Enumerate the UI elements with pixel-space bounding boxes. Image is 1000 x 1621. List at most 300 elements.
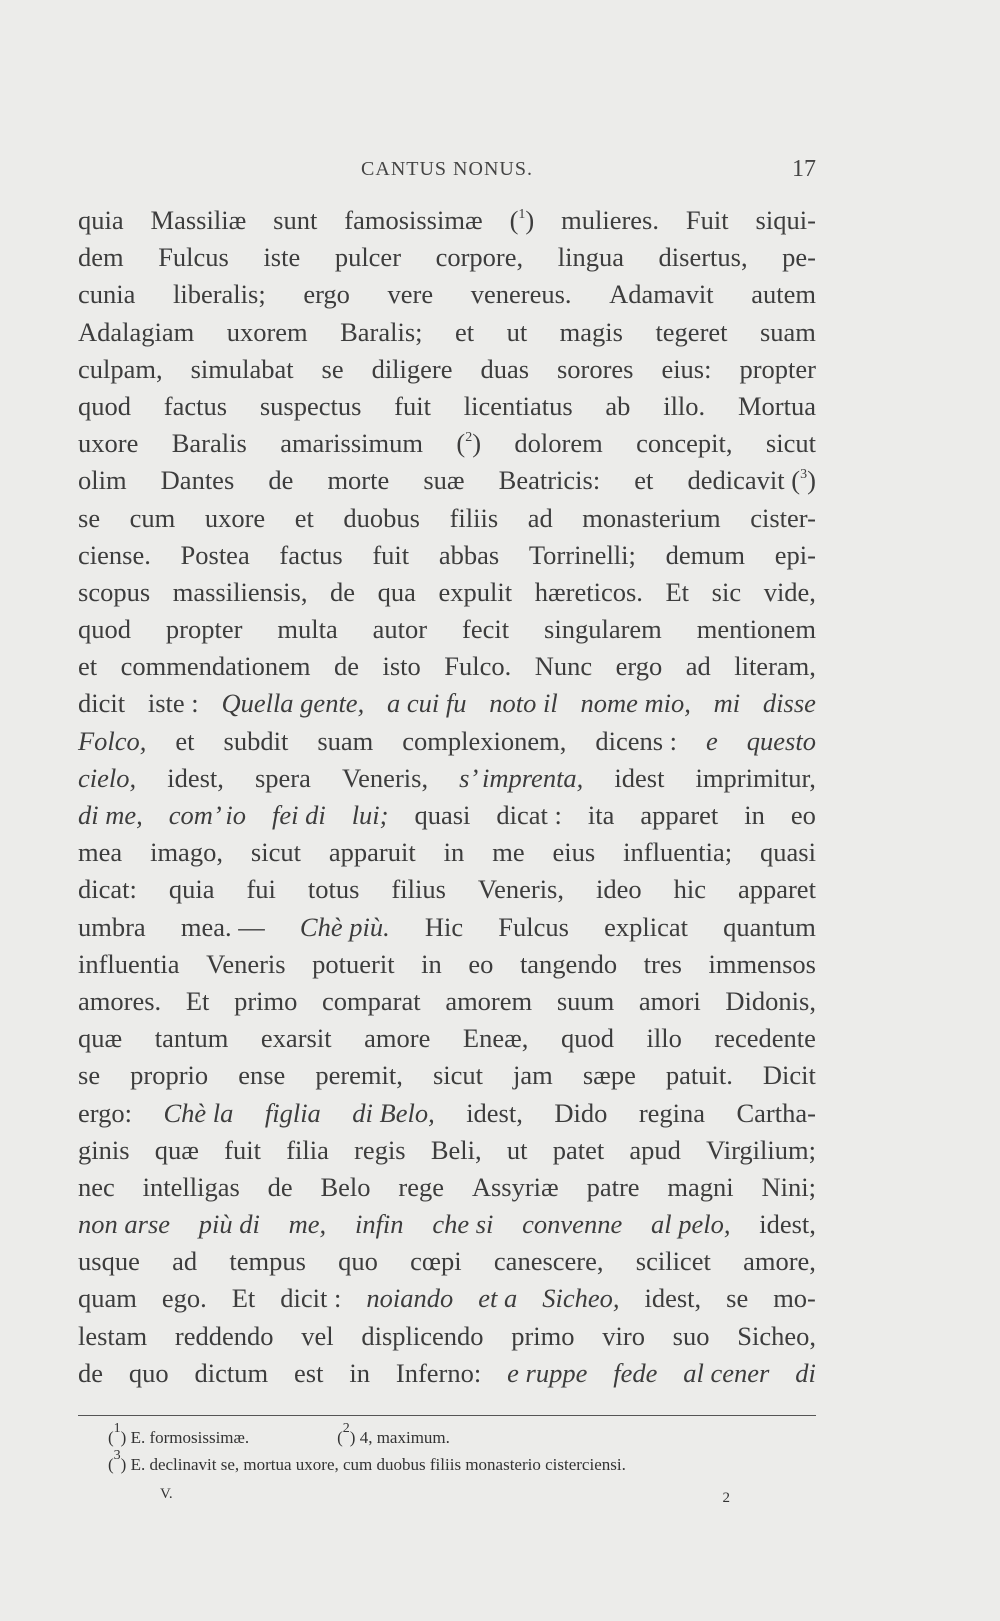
word: suam [317,725,374,756]
word: lestam [78,1320,148,1351]
word: expulit [438,576,513,607]
word: fei di [271,800,326,830]
word: Beli, [430,1134,482,1165]
word: ad [527,502,553,533]
word: tegeret [655,316,728,347]
word: Eneæ, [462,1023,529,1054]
text-line [78,685,816,722]
word: idest, [759,1209,816,1240]
word: Belo [320,1171,371,1202]
footnote-2: ($^2$) 4, maximum. [337,1421,450,1447]
word: usque [78,1246,140,1277]
word: Fulcus [158,242,229,273]
word: sæpe [582,1060,636,1091]
word: filiis [449,502,499,533]
word: exarsit [260,1023,332,1054]
word: Nini; [761,1171,816,1202]
word: fecit [462,614,510,645]
running-header [78,156,816,186]
text-line [78,1057,816,1094]
word: suæ [423,465,465,496]
volume-mark: V. [160,1486,173,1502]
word: ut [506,1134,528,1165]
word: de [268,465,294,496]
word: amarissimum [280,428,423,459]
word: di me, [78,800,143,830]
word: Veneris, [477,874,564,905]
word: Chè la [163,1097,234,1128]
word: spera [254,762,311,793]
word: uxorem [226,316,308,347]
footnote-rule [78,1415,816,1416]
word: corpore, [435,242,524,273]
text-line [78,797,816,834]
word: apparuit [328,837,416,868]
word: ($^2$) [456,428,482,459]
body-text [78,202,816,1392]
word: filia [286,1134,329,1165]
text-line [78,1355,816,1392]
word: se [78,502,101,533]
word: ($^1$) [509,205,535,235]
word: siqui- [755,205,816,235]
word: Sicheo, [737,1320,816,1351]
word: uxore [78,428,139,459]
word: quo [128,1357,169,1388]
word: amori [638,985,701,1016]
word: ergo [615,651,663,682]
word: dem [78,242,124,273]
word: duas [480,353,530,384]
word: dictum [194,1357,269,1388]
word: regina [638,1097,706,1128]
word: ense [238,1060,286,1091]
word: vere [387,279,434,310]
word: imago, [150,837,223,868]
word: Baralis [171,428,247,459]
word: potuerit [312,948,395,979]
word: epi- [774,539,816,570]
word: autem [751,279,816,310]
word: nome mio, [580,688,691,719]
word: nec [78,1171,115,1202]
word: illo [646,1023,682,1054]
word: licentiatus [463,390,573,421]
word: più di [198,1209,260,1240]
word: ut [506,316,528,347]
word: e [706,725,718,756]
word: monasterium [582,502,721,533]
word: Mortua [737,390,816,421]
word: viro [602,1320,645,1351]
word: suspectus [259,390,362,421]
word: ideo [595,874,642,905]
word: quasi [760,837,816,868]
word: vel [301,1320,334,1351]
word: idest, [167,762,224,793]
footnote-1: ($^1$) E. formosissimæ. [108,1421,250,1447]
word: propter [165,614,243,645]
word: sic [711,576,742,607]
word: iste : [147,688,199,719]
word: lingua [557,242,624,273]
text-line [78,1243,816,1280]
word: eo [790,800,816,830]
word: in [744,800,765,830]
word: mea [78,837,123,868]
word: suo [672,1320,710,1351]
text-line [78,871,816,908]
text-line [78,1169,816,1206]
word: Didonis, [725,985,816,1016]
text-line [78,239,816,276]
word: non arse [78,1209,171,1240]
sheet-number: 2 [722,1490,730,1506]
word: patuit. [665,1060,733,1091]
footnote-3: ($^3$) E. declinavit se, mortua uxore, cum duobus filiis monasterio cisterciensi. [108,1448,626,1474]
word: diligere [371,353,453,384]
word: in [443,837,465,868]
word: et [294,502,314,533]
word: apparet [640,800,719,830]
word: Quella gente, [221,688,365,719]
word: fui [246,874,276,905]
word: subdit [223,725,289,756]
text-line [78,946,816,983]
word: apud [629,1134,681,1165]
word: qua [377,576,416,607]
word: quia [168,874,215,905]
word: et [175,725,195,756]
word: quasi [414,800,471,830]
word: jam [513,1060,553,1091]
word: factus [279,539,343,570]
text-line [78,1095,816,1132]
word: recedente [714,1023,816,1054]
word: mentionem [696,614,816,645]
word: proprio [130,1060,209,1091]
text-line [78,723,816,760]
word: demum [665,539,746,570]
word: multa [277,614,338,645]
word: ita [587,800,615,830]
text-line [78,574,816,611]
word: Torrinelli; [528,539,636,570]
text-line [78,1280,816,1317]
word: noto il [489,688,558,719]
word: famosissimæ [344,205,483,235]
word: regis [354,1134,406,1165]
word: vide, [763,576,816,607]
word: duobus [343,502,420,533]
word: figlia [264,1097,321,1128]
word: Adalagiam [78,316,195,347]
word: amores. [78,985,162,1016]
word: complexionem, [402,725,567,756]
word: lui; [351,800,389,830]
word: dicat : [496,800,562,830]
word: uxore [204,502,266,533]
word: quod [78,614,131,645]
word: ad [172,1246,198,1277]
word: suum [556,985,615,1016]
word: dolorem [514,428,603,459]
word: venereus. [470,279,572,310]
footnote-row [108,1448,818,1478]
word: convenne [522,1209,623,1240]
word: Virgilium; [706,1134,816,1165]
word: com’ io [168,800,247,830]
word: canescere, [493,1246,604,1277]
word: quo [338,1246,378,1277]
word: illo. [663,390,706,421]
word: de [267,1171,293,1202]
text-line [78,1318,816,1355]
word: tres [643,948,682,979]
word: olim [78,465,127,496]
word: dicit : [280,1283,342,1314]
word: quantum [723,911,816,942]
running-title: CANTUS NONUS. [361,158,533,180]
word: filius [391,874,446,905]
word: de [330,576,356,607]
word: Folco, [78,725,147,756]
word: Dantes [160,465,235,496]
word: ad [685,651,711,682]
word: peremit, [315,1060,403,1091]
word: influentia [78,948,180,979]
word: Assyriæ [471,1171,559,1202]
word: apparet [737,874,816,905]
word: Adamavit [609,279,714,310]
word: noiando [366,1283,454,1314]
word: s’ imprenta, [459,762,584,793]
text-line [78,276,816,313]
word: totus [307,874,360,905]
word: amorem [445,985,533,1016]
word: isto [382,651,421,682]
word: disertus, [658,242,748,273]
word: mea. — [180,911,265,942]
word: et a [478,1283,518,1314]
word: al pelo, [650,1209,731,1240]
text-line [78,462,816,499]
text-line [78,425,816,462]
word: ab [605,390,631,421]
word: cister- [750,502,816,533]
text-line [78,983,816,1020]
word: sicut [765,428,816,459]
word: cielo, [78,762,137,793]
word: est [294,1357,324,1388]
word: quia [78,205,124,235]
word: eo [468,948,494,979]
word: me [492,837,525,868]
text-line [78,388,816,425]
word: suam [759,316,816,347]
footnotes [108,1421,818,1478]
text-line [78,500,816,537]
word: et [634,465,654,496]
word: se [726,1283,749,1314]
word: cœpi [410,1246,462,1277]
word: Fulco. [444,651,512,682]
word: quod [78,390,131,421]
word: eius [552,837,596,868]
word: Hic [424,911,464,942]
text-line [78,537,816,574]
word: abbas [438,539,500,570]
word: idest, [644,1283,702,1314]
word: simulabat [190,353,294,384]
text-line [78,1020,816,1057]
word: al cener [683,1357,770,1388]
word: ergo [303,279,350,310]
word: Et [665,576,690,607]
word: explicat [604,911,689,942]
word: se [321,353,344,384]
word: Chè più. [299,911,390,942]
word: questo [746,725,816,756]
word: me, [288,1209,327,1240]
word: Veneris, [341,762,429,793]
word: di [795,1357,816,1388]
word: et [78,651,98,682]
word: dicens : [595,725,678,756]
word: de [78,1357,104,1388]
word: singularem [544,614,662,645]
text-line [78,648,816,685]
word: Sicheo, [542,1283,620,1314]
word: mulieres. [561,205,659,235]
word: sorores [556,353,634,384]
word: mi [713,688,741,719]
word: quæ [78,1023,123,1054]
word: Et [231,1283,256,1314]
word: Dido [554,1097,608,1128]
word: propter [739,353,816,384]
word: literam, [734,651,816,682]
word: immensos [708,948,816,979]
word: comparat [322,985,421,1016]
word: idest, [466,1097,523,1128]
page-number: 17 [792,156,816,182]
word: Postea [180,539,250,570]
word: Inferno: [395,1357,482,1388]
word: ego. [161,1283,207,1314]
word: Cartha- [736,1097,816,1128]
word: amore [364,1023,431,1054]
word: quod [560,1023,614,1054]
text-line [78,351,816,388]
word: che si [432,1209,494,1240]
word: dedicavit ($^3$) [687,465,816,496]
signature-line [160,1486,730,1510]
word: primo [511,1320,575,1351]
word: tempus [229,1246,306,1277]
word: sunt [273,205,318,235]
word: sicut [250,837,301,868]
word: culpam, [78,353,163,384]
text-line [78,909,816,946]
word: idest [614,762,665,793]
word: in [349,1357,370,1388]
word: Beatricis: [498,465,601,496]
word: quam [78,1283,137,1314]
word: fuit [224,1134,261,1165]
text-line [78,1132,816,1169]
word: ginis [78,1134,130,1165]
word: iste [263,242,301,273]
text-line [78,760,816,797]
word: mo- [773,1283,816,1314]
word: fuit [372,539,410,570]
word: reddendo [174,1320,274,1351]
word: dicat: [78,874,137,905]
word: liberalis; [172,279,266,310]
word: intelligas [142,1171,240,1202]
word: imprimitur, [695,762,816,793]
word: hic [673,874,706,905]
text-line [78,202,816,239]
word: et [455,316,475,347]
word: tantum [154,1023,229,1054]
word: scopus [78,576,151,607]
word: scilicet [635,1246,711,1277]
word: tangendo [519,948,618,979]
word: magni [667,1171,734,1202]
word: autor [372,614,428,645]
footnote-row [108,1421,818,1451]
word: fede [613,1357,658,1388]
word: influentia; [623,837,733,868]
word: patre [586,1171,640,1202]
word: cunia [78,279,136,310]
text-line [78,611,816,648]
word: sicut [432,1060,483,1091]
word: massiliensis, [172,576,308,607]
word: Nunc [534,651,593,682]
word: factus [163,390,228,421]
word: magis [559,316,623,347]
word: eius: [661,353,712,384]
word: patet [552,1134,605,1165]
word: Fuit [685,205,729,235]
word: ergo: [78,1097,132,1128]
word: Et [185,985,210,1016]
word: concepit, [636,428,733,459]
word: pe- [782,242,816,273]
word: quæ [154,1134,199,1165]
word: pulcer [334,242,402,273]
text-line [78,1206,816,1243]
text-line [78,834,816,871]
word: fuit [394,390,431,421]
word: dicit [78,688,126,719]
word: ciense. [78,539,151,570]
word: Dicit [762,1060,816,1091]
word: displicendo [361,1320,484,1351]
word: e ruppe [507,1357,588,1388]
text-line [78,314,816,351]
word: morte [327,465,390,496]
word: Fulcus [498,911,569,942]
word: disse [762,688,816,719]
word: rege [398,1171,444,1202]
word: umbra [78,911,146,942]
word: in [421,948,442,979]
word: hæreticos. [534,576,643,607]
